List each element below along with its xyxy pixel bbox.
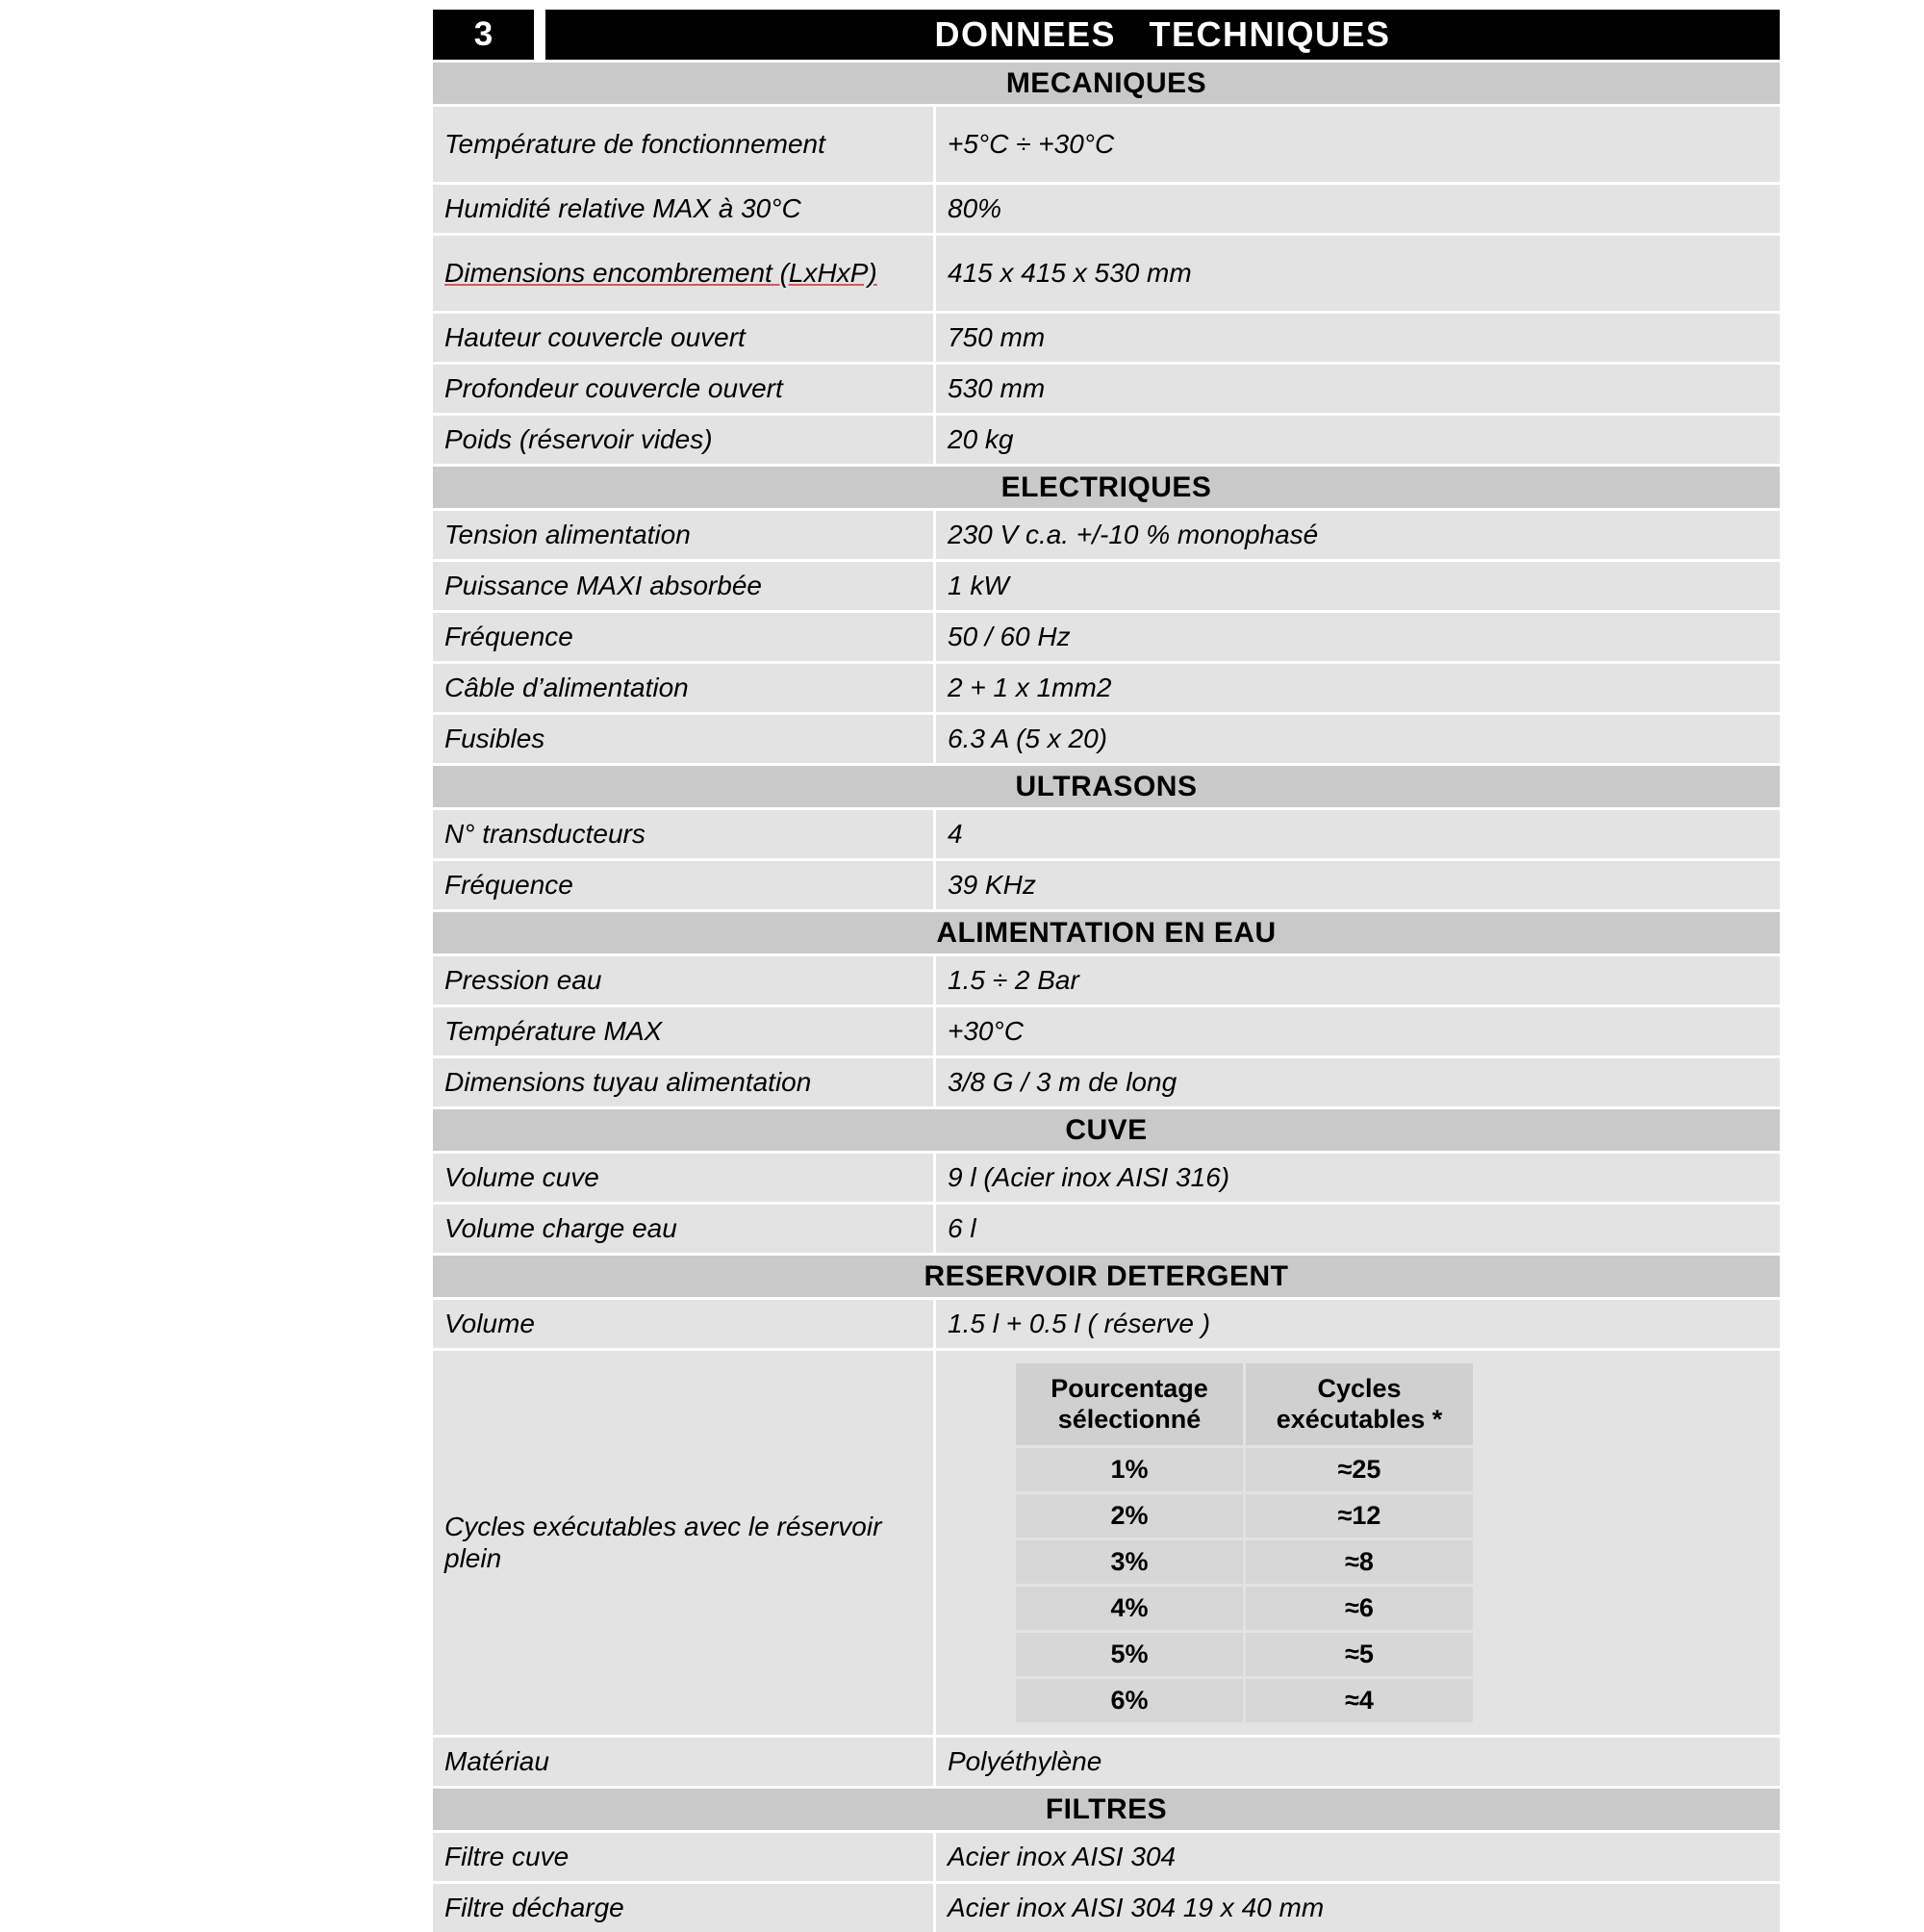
cycles-block xyxy=(433,1351,1780,1735)
row-label: Volume charge eau xyxy=(433,1205,933,1253)
row-label: Fréquence xyxy=(433,861,933,909)
row-label: Dimensions tuyau alimentation xyxy=(433,1058,933,1106)
table-row xyxy=(433,1058,1780,1106)
page-header xyxy=(433,10,1780,60)
row-label: Fusibles xyxy=(433,715,933,763)
row-label: Volume cuve xyxy=(433,1154,933,1202)
section-band-reservoir-detergent: RESERVOIR DETERGENT xyxy=(433,1256,1780,1297)
table-row xyxy=(433,1884,1780,1932)
table-row xyxy=(433,511,1780,559)
table-row xyxy=(433,1833,1780,1881)
row-value: Acier inox AISI 304 19 x 40 mm xyxy=(936,1884,1780,1932)
row-value: Acier inox AISI 304 xyxy=(936,1833,1780,1881)
row-label: Fréquence xyxy=(433,613,933,661)
cycles-cell-percentage: 5% xyxy=(1016,1633,1243,1676)
table-row xyxy=(433,1300,1780,1348)
row-value: 230 V c.a. +/-10 % monophasé xyxy=(936,511,1780,559)
row-label: Profondeur couvercle ouvert xyxy=(433,365,933,413)
row-value: 750 mm xyxy=(936,314,1780,362)
table-row xyxy=(433,861,1780,909)
cycles-cell-count: ≈6 xyxy=(1246,1587,1473,1630)
header-spacer xyxy=(534,10,545,60)
table-row xyxy=(433,1007,1780,1055)
table-row xyxy=(433,1738,1780,1786)
cycles-header-percentage: Pourcentage sélectionné xyxy=(1016,1363,1243,1445)
row-value: 6 l xyxy=(936,1205,1780,1253)
table-row xyxy=(433,613,1780,661)
row-value: +5°C ÷ +30°C xyxy=(936,107,1780,182)
table-row xyxy=(433,810,1780,858)
cycles-cell-count: ≈25 xyxy=(1246,1448,1473,1491)
cycles-row xyxy=(1016,1633,1473,1676)
cycles-label: Cycles exécutables avec le réservoir plein xyxy=(433,1351,933,1735)
cycles-table xyxy=(1013,1360,1476,1725)
cycles-cell-count: ≈4 xyxy=(1246,1679,1473,1722)
table-row xyxy=(433,715,1780,763)
cycles-row xyxy=(1016,1587,1473,1630)
row-value: +30°C xyxy=(936,1007,1780,1055)
cycles-cell-percentage: 6% xyxy=(1016,1679,1243,1722)
row-label: Tension alimentation xyxy=(433,511,933,559)
table-row xyxy=(433,314,1780,362)
row-value: 6.3 A (5 x 20) xyxy=(936,715,1780,763)
cycles-cell-percentage: 1% xyxy=(1016,1448,1243,1491)
row-label: Dimensions encombrement (LxHxP) xyxy=(433,236,933,311)
table-row xyxy=(433,1205,1780,1253)
table-row xyxy=(433,416,1780,464)
cycles-header-row xyxy=(1016,1363,1473,1445)
page-title: DONNEES TECHNIQUES xyxy=(545,10,1780,60)
table-row xyxy=(433,664,1780,712)
row-value: 39 KHz xyxy=(936,861,1780,909)
cycles-row xyxy=(1016,1448,1473,1491)
row-label: Hauteur couvercle ouvert xyxy=(433,314,933,362)
cycles-table-container xyxy=(936,1351,1780,1735)
row-label: Câble d’alimentation xyxy=(433,664,933,712)
row-label: Poids (réservoir vides) xyxy=(433,416,933,464)
row-value: 20 kg xyxy=(936,416,1780,464)
row-value: 1.5 l + 0.5 l ( réserve ) xyxy=(936,1300,1780,1348)
row-value: 1.5 ÷ 2 Bar xyxy=(936,956,1780,1004)
section-number: 3 xyxy=(433,10,534,60)
row-value: 2 + 1 x 1mm2 xyxy=(936,664,1780,712)
cycles-cell-percentage: 2% xyxy=(1016,1494,1243,1538)
cycles-cell-percentage: 3% xyxy=(1016,1540,1243,1584)
table-row xyxy=(433,365,1780,413)
table-row xyxy=(433,562,1780,610)
section-band-ultrasons: ULTRASONS xyxy=(433,766,1780,807)
section-band-cuve: CUVE xyxy=(433,1109,1780,1151)
row-label: Matériau xyxy=(433,1738,933,1786)
cycles-cell-percentage: 4% xyxy=(1016,1587,1243,1630)
row-value: 80% xyxy=(936,185,1780,233)
cycles-cell-count: ≈8 xyxy=(1246,1540,1473,1584)
table-row xyxy=(433,185,1780,233)
row-value: 530 mm xyxy=(936,365,1780,413)
table-row xyxy=(433,107,1780,182)
row-label: N° transducteurs xyxy=(433,810,933,858)
row-label: Pression eau xyxy=(433,956,933,1004)
table-row xyxy=(433,1154,1780,1202)
row-label: Température de fonctionnement xyxy=(433,107,933,182)
table-row xyxy=(433,956,1780,1004)
row-label: Filtre cuve xyxy=(433,1833,933,1881)
row-value: 1 kW xyxy=(936,562,1780,610)
section-band-alimentation-eau: ALIMENTATION EN EAU xyxy=(433,912,1780,953)
row-label: Humidité relative MAX à 30°C xyxy=(433,185,933,233)
row-label: Température MAX xyxy=(433,1007,933,1055)
row-value: Polyéthylène xyxy=(936,1738,1780,1786)
table-row xyxy=(433,236,1780,311)
section-band-filtres: FILTRES xyxy=(433,1789,1780,1830)
cycles-row xyxy=(1016,1494,1473,1538)
row-value: 4 xyxy=(936,810,1780,858)
section-band-mecaniques: MECANIQUES xyxy=(433,63,1780,104)
row-label: Filtre décharge xyxy=(433,1884,933,1932)
cycles-cell-count: ≈12 xyxy=(1246,1494,1473,1538)
row-value: 415 x 415 x 530 mm xyxy=(936,236,1780,311)
row-value: 3/8 G / 3 m de long xyxy=(936,1058,1780,1106)
row-label: Puissance MAXI absorbée xyxy=(433,562,933,610)
row-value: 50 / 60 Hz xyxy=(936,613,1780,661)
row-label: Volume xyxy=(433,1300,933,1348)
row-value: 9 l (Acier inox AISI 316) xyxy=(936,1154,1780,1202)
data-sheet xyxy=(144,10,1780,1932)
cycles-cell-count: ≈5 xyxy=(1246,1633,1473,1676)
cycles-row xyxy=(1016,1540,1473,1584)
cycles-row xyxy=(1016,1679,1473,1722)
cycles-header-cycles: Cycles exécutables * xyxy=(1246,1363,1473,1445)
section-band-electriques: ELECTRIQUES xyxy=(433,467,1780,508)
